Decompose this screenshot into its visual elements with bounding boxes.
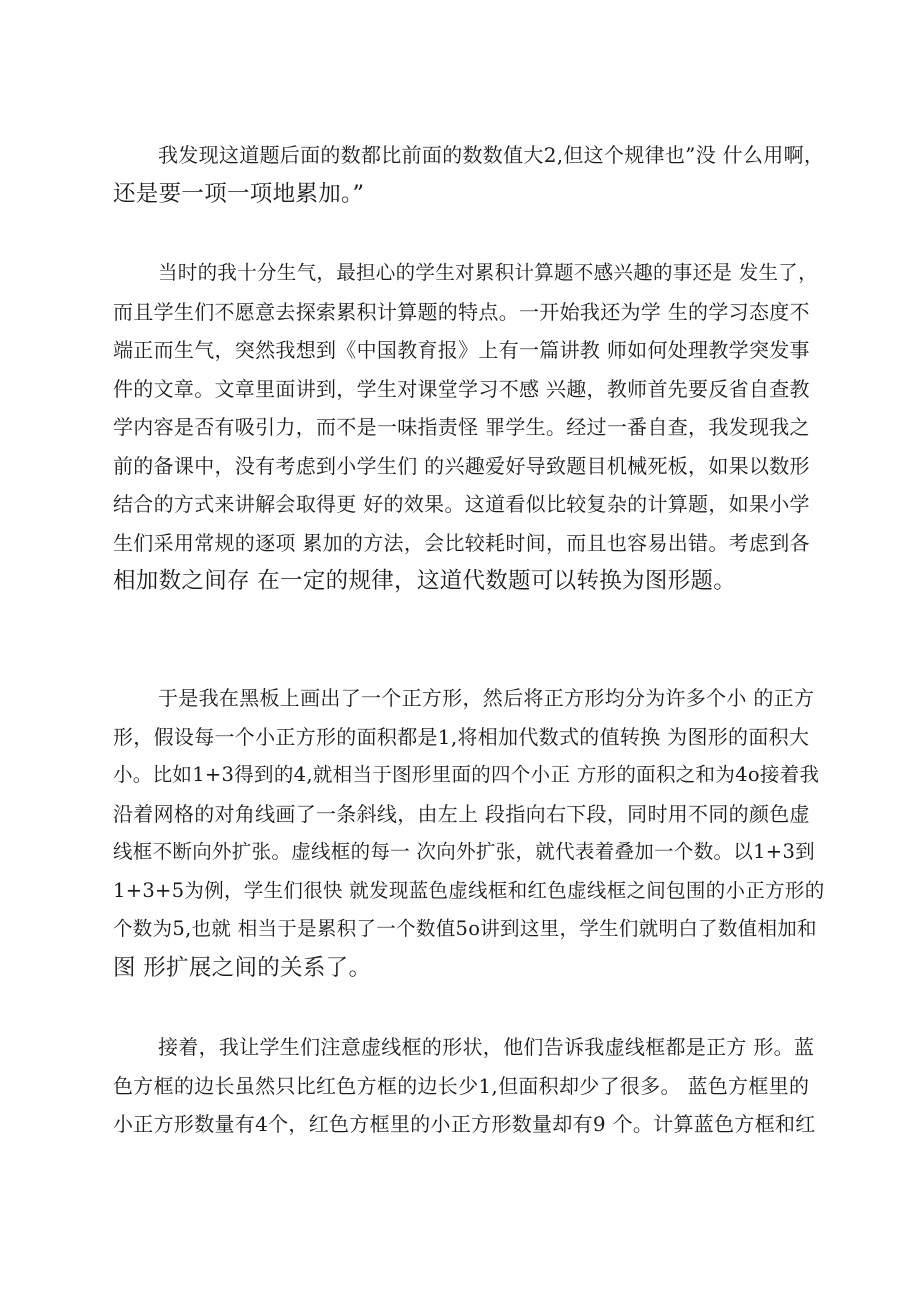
text-line: 当时的我十分生气，最担心的学生对累积计算题不感兴趣的事还是 发生了， xyxy=(158,261,818,284)
text-line: 生们采用常规的逐项 累加的方法，会比较耗时间，而且也容易出错。考虑到各 xyxy=(113,530,810,555)
text-line: 线框不断向外扩张。虚线框的每一 次向外扩张，就代表着叠加一个数。以1+3到 xyxy=(113,840,815,863)
text-line: 形，假设每一个小正方形的面积都是1,将相加代数式的值转换 为图形的面积大 xyxy=(113,724,810,749)
text-line: 而且学生们不愿意去探索累积计算题的特点。一开始我还为学 生的学习态度不 xyxy=(113,299,810,324)
text-line: 学内容是否有吸引力，而不是一味指责怪 罪学生。经过一番自查，我发现我之 xyxy=(113,415,810,439)
text-line: 于是我在黑板上画出了一个正方形，然后将正方形均分为许多个小 的正方 xyxy=(158,686,815,710)
text-line: 小。比如1+3得到的4,就相当于图形里面的四个小正 方形的面积之和为4o接着我 xyxy=(113,763,820,786)
text-line: 沿着网格的对角线画了一条斜线，由左上 段指向右下段，同时用不同的颜色虚 xyxy=(113,801,810,826)
text-line: 接着，我让学生们注意虚线框的形状，他们告诉我虚线框都是正方 形。蓝 xyxy=(158,1035,815,1059)
text-line: 小正方形数量有4个，红色方框里的小正方形数量却有9 个。计算蓝色方框和红 xyxy=(113,1112,816,1136)
text-line: 图 形扩展之间的关系了。 xyxy=(113,954,372,981)
text-line: 端正而生气，突然我想到《中国教育报》上有一篇讲教 师如何处理教学突发事 xyxy=(113,338,810,362)
paragraph-1 xyxy=(113,136,825,213)
text-line: 我发现这道题后面的数都比前面的数数值大2,但这个规律也”没 什么用啊， xyxy=(158,143,825,167)
text-line: 结合的方式来讲解会取得更 好的效果。这道看似比较复杂的计算题，如果小学 xyxy=(113,492,810,516)
text-line: 件的文章。文章里面讲到，学生对课堂学习不感 兴趣，教师首先要反省自查教 xyxy=(113,376,810,401)
text-line: 前的备课中，没有考虑到小学生们 的兴趣爱好导致题目机械死板，如果以数形 xyxy=(113,453,810,478)
text-line: 色方框的边长虽然只比红色方框的边长少1,但面积却少了很多。 蓝色方框里的 xyxy=(113,1073,810,1098)
paragraph-2 xyxy=(113,254,825,601)
paragraph-3 xyxy=(113,679,825,987)
text-line: 1+3+5为例，学生们很快 就发现蓝色虚线框和红色虚线框之间包围的小正方形的 xyxy=(113,878,825,902)
text-line: 相加数之间存 在一定的规律，这道代数题可以转换为图形题。 xyxy=(113,568,737,594)
paragraph-4 xyxy=(113,1028,825,1144)
text-line: 个数为5,也就 相当于是累积了一个数值5o讲到这里，学生们就明白了数值相加和 xyxy=(113,917,817,940)
text-line: 还是要一项一项地累加。” xyxy=(113,180,365,207)
